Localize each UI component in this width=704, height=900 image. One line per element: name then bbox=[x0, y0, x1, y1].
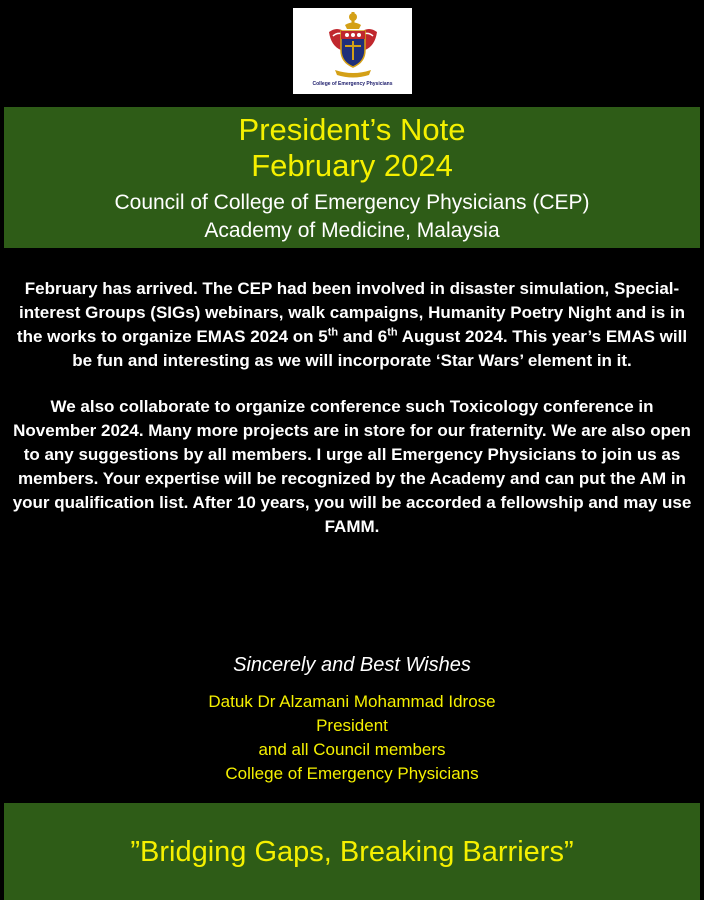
signatory-name: Datuk Dr Alzamani Mohammad Idrose bbox=[208, 692, 496, 711]
paragraph-1 bbox=[10, 277, 694, 373]
paragraph-1-text-a: February has arrived. The CEP had been involved in disaster simulation, Special-interest Groups (SIGs) webinars, walk campaigns, Humanity Poetry Night and is in the works to organize EMAS 2024 on 5 bbox=[16, 279, 685, 346]
academy-name: Academy of Medicine, Malaysia bbox=[204, 219, 500, 242]
college-logo bbox=[293, 8, 412, 94]
paragraph-2: We also collaborate to organize conference such Toxicology conference in November 2024. Many more projects are in store for our fraternity. We are also open to any suggestions by all members. I urge all Emergency Physicians to join us as members. Your expertise will be recognized by the Academy and can put the AM in your qualification list. After 10 years, you will be accorded a fellowship and may use FAMM. bbox=[12, 397, 692, 536]
closing-line: Sincerely and Best Wishes bbox=[233, 654, 471, 676]
header-band bbox=[4, 107, 700, 248]
coat-of-arms-icon bbox=[323, 10, 383, 80]
organization-name: Council of College of Emergency Physicians (CEP) bbox=[114, 191, 590, 214]
logo-caption: College of Emergency Physicians bbox=[312, 81, 393, 87]
footer-band bbox=[4, 803, 700, 900]
signature-block bbox=[0, 690, 704, 786]
signatory-org: College of Emergency Physicians bbox=[225, 764, 479, 783]
page-title: President’s Note bbox=[238, 112, 466, 147]
signatory-with: and all Council members bbox=[258, 740, 446, 759]
note-body bbox=[10, 277, 694, 539]
ordinal-suffix: th bbox=[387, 326, 398, 339]
page-title-date: February 2024 bbox=[251, 148, 453, 183]
signatory-role: President bbox=[316, 716, 388, 735]
paragraph-1-text-c: August 2024. This year’s EMAS will be fun and interesting as we will incorporate ‘Star Wars’ element in it. bbox=[72, 327, 688, 370]
paragraph-1-text-b: and 6 bbox=[338, 327, 388, 346]
motto: ”Bridging Gaps, Breaking Barriers” bbox=[130, 836, 574, 868]
ordinal-suffix: th bbox=[327, 326, 339, 339]
